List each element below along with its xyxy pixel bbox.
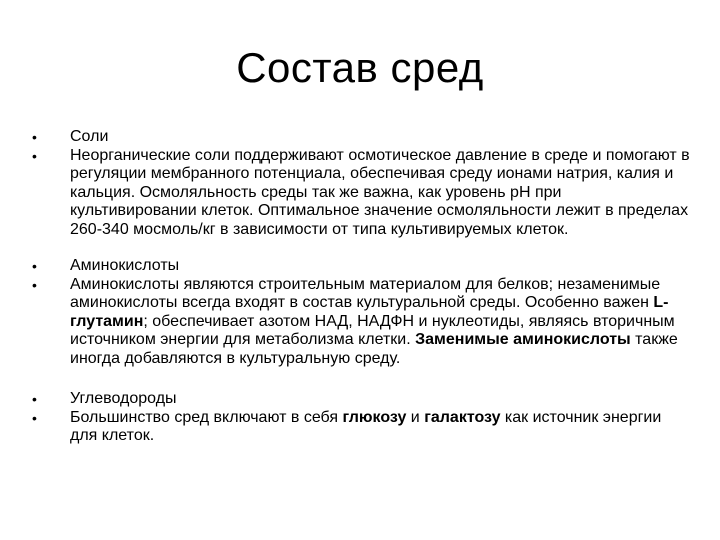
slide-title: Состав сред <box>236 44 484 91</box>
bullet-dot: • <box>32 129 37 145</box>
section-heading: Аминокислоты <box>70 257 180 274</box>
text-run: ; обеспечивает азотом НАД, НАДФН и нуклеотиды, являясь вторичным источником энергии для метаболизма клетки. <box>70 312 675 348</box>
text-run: Аминокислоты являются строительным материалом для белков; незаменимые аминокислоты всегда входят в состав культуральной среды. Особенно важен <box>70 275 661 311</box>
text-run: Большинство сред включают в себя <box>70 408 343 426</box>
section-carbohydrates <box>30 390 690 446</box>
text-emphasis: глюкозу <box>342 408 407 426</box>
bullet-dot: • <box>32 276 37 293</box>
section-heading: Углеводороды <box>70 390 177 407</box>
bullet-dot: • <box>32 391 37 407</box>
section-amino-acids <box>30 257 690 368</box>
text-run: как источник энергии для клеток. <box>70 408 662 444</box>
section-salts <box>30 128 690 239</box>
text-run: и <box>406 408 425 426</box>
text-emphasis: Заменимые аминокислоты <box>415 331 631 348</box>
section-text: Неорганические соли поддерживают осмотическое давление в среде и помогают в регуляции мембранного потенциала, обеспечивая среду ионами натрия, калия и кальция. Осмоляльность среды так же важна, как уровень pH при культивировании клеток. Оптимальное значение осмоляльности лежит в пределах 260-340 мосмоль/кг в зависимости от типа культивируемых клеток. <box>70 146 690 238</box>
slide-body <box>30 128 690 464</box>
text-run: также иногда добавляются в культуральную среду. <box>70 331 678 367</box>
bullet-dot: • <box>32 258 37 274</box>
section-heading: Соли <box>70 128 109 145</box>
bullet-heading <box>30 128 690 147</box>
bullet-text <box>30 276 690 369</box>
bullet-text <box>30 147 690 240</box>
text-emphasis: галактозу <box>424 408 501 426</box>
bullet-dot: • <box>32 147 37 164</box>
bullet-heading <box>30 257 690 276</box>
text-emphasis: L-глутамин <box>70 294 669 330</box>
bullet-text <box>30 409 690 446</box>
bullet-heading <box>30 390 690 409</box>
bullet-dot: • <box>32 409 37 426</box>
